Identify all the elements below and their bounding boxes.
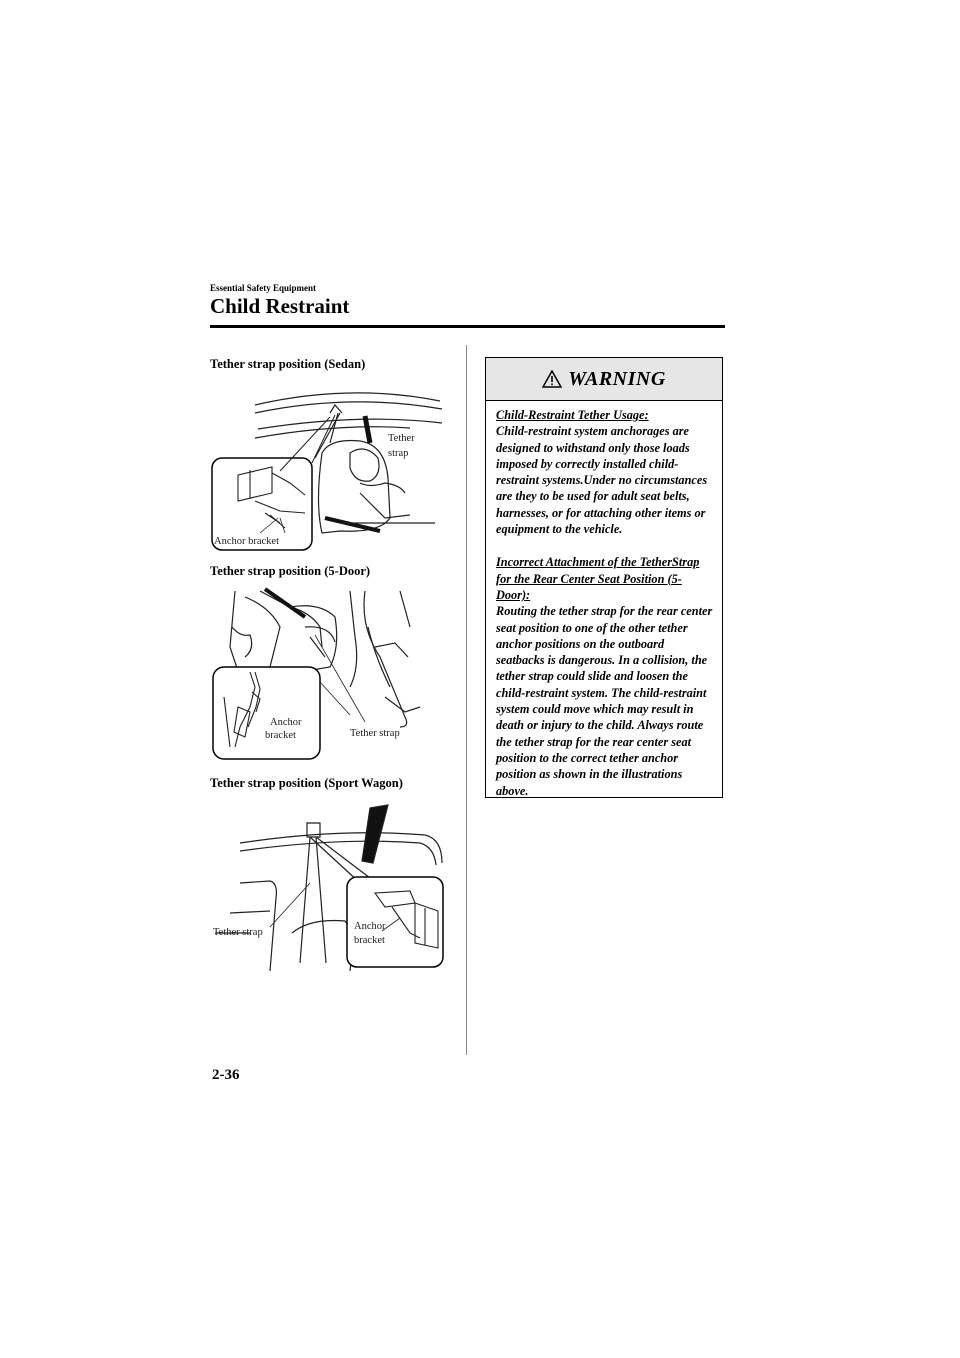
wagon-label-bracket: bracket bbox=[354, 935, 385, 946]
wagon-label-tether: Tether strap bbox=[213, 927, 263, 938]
warning-triangle-icon bbox=[542, 370, 562, 388]
wagon-illustration bbox=[210, 803, 450, 971]
warning-subheading: Incorrect Attachment of the TetherStrap for the Rear Center Seat Position (5-Door): bbox=[496, 555, 700, 602]
figure-heading-5door: Tether strap position (5-Door) bbox=[210, 564, 371, 578]
warning-text: Child-restraint system anchorages are designed to withstand only those loads imposed by correctly installed child-restraint systems.Under no circumstances are they to be used for adult seat belts, harnesses, or for attaching other items or equipment to the vehicle. bbox=[496, 424, 708, 537]
5door-label-bracket: bracket bbox=[265, 730, 296, 741]
page-title: Child Restraint bbox=[210, 294, 350, 318]
warning-body bbox=[486, 401, 722, 799]
title-rule bbox=[210, 325, 725, 328]
5door-illustration bbox=[210, 587, 435, 763]
warning-box bbox=[485, 357, 723, 798]
sedan-label-anchor: Anchor bracket bbox=[214, 536, 280, 547]
warning-subheading: Child-Restraint Tether Usage: bbox=[496, 408, 649, 422]
sedan-illustration bbox=[210, 383, 445, 555]
figure-heading-wagon: Tether strap position (Sport Wagon) bbox=[210, 776, 403, 790]
wagon-label-anchor: Anchor bbox=[354, 921, 386, 932]
5door-label-tether: Tether strap bbox=[350, 728, 400, 739]
warning-paragraph bbox=[496, 407, 714, 537]
warning-text: Routing the tether strap for the rear center seat position to one of the other tether anchor positions on the outboard seatbacks is dangerous. In a collision, the tether strap could slide and loosen the child-restraint system. The child-restraint system could move which may result in death or injury to the child. Always route the tether strap for the rear center seat position to the correct tether anchor position as shown in the illustrations above. bbox=[496, 604, 713, 798]
section-label: Essential Safety Equipment bbox=[210, 283, 317, 293]
page-number: 2-36 bbox=[212, 1067, 240, 1083]
warning-title: WARNING bbox=[568, 367, 666, 390]
warning-paragraph bbox=[496, 554, 714, 798]
warning-header bbox=[486, 358, 722, 401]
sedan-label-strap: strap bbox=[388, 448, 409, 459]
5door-label-anchor: Anchor bbox=[270, 717, 302, 728]
figure-heading-sedan: Tether strap position (Sedan) bbox=[210, 357, 366, 371]
column-divider bbox=[466, 345, 467, 1055]
sedan-label-tether: Tether bbox=[388, 433, 415, 444]
